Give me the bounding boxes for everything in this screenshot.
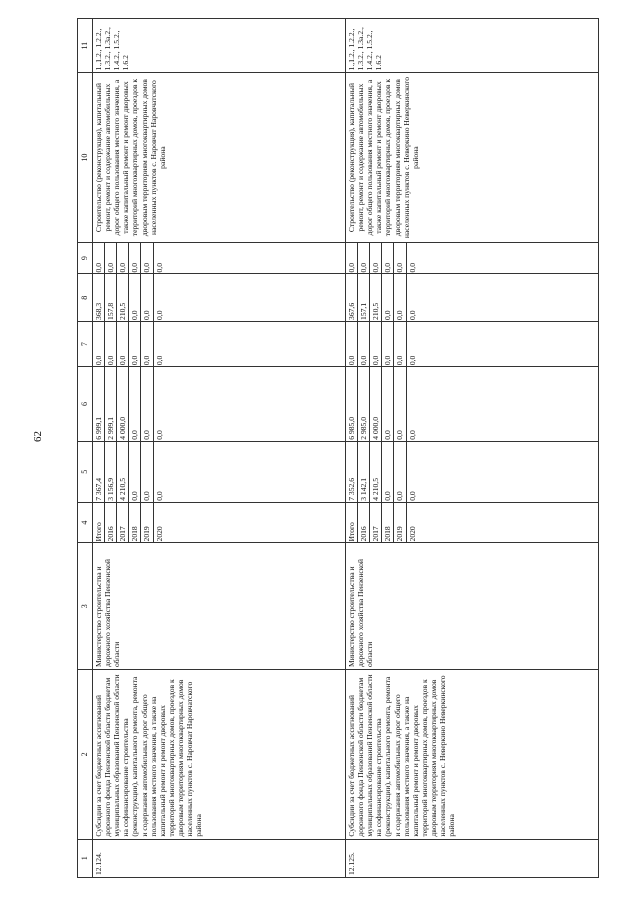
- value-local: 0,0: [154, 310, 164, 320]
- year-label: 2017: [370, 503, 382, 543]
- year-label: 2016: [358, 503, 370, 543]
- col7-cell: [93, 321, 346, 366]
- value-total: 4 210,5: [370, 442, 382, 502]
- value-col9: 0,0: [141, 243, 153, 274]
- year-label: 2020: [407, 526, 417, 542]
- header-col-11: 11: [78, 19, 93, 73]
- value-regional: 2 985,0: [358, 367, 370, 441]
- total-cell: [346, 441, 599, 502]
- value-local: 0,0: [382, 274, 394, 320]
- event-description: Субсидии за счет бюджетных ассигнований дорожного фонда Пензенской области бюджетам муниципальных образований Пензенской области на софинансирование строительства (реконструкции), капитального ремонта, ремонта и содержания автомобильных дорог общего пользования местного значения, а также на капитальный ремонт и ремонт дворовых территорий многоквартирных домов, проездов к дворовым территориям многоквартирных домов населенных пунктов с. Неверкино Неверкинского района: [346, 670, 599, 840]
- program-table: [77, 18, 599, 878]
- value-total: 0,0: [382, 442, 394, 502]
- col9-cell: [93, 242, 346, 274]
- value-total: 3 142,1: [358, 442, 370, 502]
- value-total: 0,0: [394, 442, 406, 502]
- value-col9: 0,0: [358, 243, 370, 274]
- total-cell: [93, 441, 346, 502]
- executor: Министерство строительства и дорожного хозяйства Пензенской области: [93, 543, 346, 670]
- year-label: 2017: [117, 503, 129, 543]
- header-col-6: 6: [78, 367, 93, 442]
- value-col9: 0,0: [407, 262, 417, 273]
- value-local: 210,5: [370, 274, 382, 320]
- value-total: 7 352,6: [346, 442, 358, 502]
- row-number: 12.124.: [93, 839, 346, 877]
- year-label: 2019: [141, 503, 153, 543]
- value-col9: 0,0: [117, 243, 129, 274]
- value-total: 4 210,5: [117, 442, 129, 502]
- value-regional: 6 985,0: [346, 367, 358, 441]
- table-row: [93, 19, 346, 878]
- value-col9: 0,0: [129, 243, 141, 274]
- value-local: 210,5: [117, 274, 129, 320]
- value-total: 3 156,9: [105, 442, 117, 502]
- value-col7: 0,0: [141, 322, 153, 366]
- value-col7: 0,0: [370, 322, 382, 366]
- value-regional: 4 000,0: [370, 367, 382, 441]
- header-col-4: 4: [78, 502, 93, 543]
- regional-budget-cell: [346, 367, 599, 442]
- local-budget-cell: [93, 274, 346, 321]
- value-col7: 0,0: [105, 322, 117, 366]
- value-col7: 0,0: [382, 322, 394, 366]
- value-regional: 6 999,1: [93, 367, 105, 441]
- expected-result: Строительство (реконструкция), капитальный ремонт, ремонт и содержание автомобильных дорог общего пользования местного значения, а также капитальный ремонт и ремонт дворовых территорий многоквартирных домов, проездов к дворовым территориям многоквартирных домов населенных пунктов с. Неверкино Неверкинского района: [346, 73, 599, 243]
- header-col-10: 10: [78, 73, 93, 243]
- event-description: Субсидии за счет бюджетных ассигнований дорожного фонда Пензенской области бюджетам муниципальных образований Пензенской области на софинансирование строительства (реконструкции), капитального ремонта, ремонта и содержания автомобильных дорог общего пользования местного значения, а также на капитальный ремонт и ремонт дворовых территорий многоквартирных домов, проездов к дворовым территориям многоквартирных домов населенных пунктов с. Наровчат Наровчатского района: [93, 670, 346, 840]
- value-col7: 0,0: [93, 322, 105, 366]
- value-col7: 0,0: [129, 322, 141, 366]
- year-label: Итого: [93, 503, 105, 543]
- executor: Министерство строительства и дорожного хозяйства Пензенской области: [346, 543, 599, 670]
- value-col7: 0,0: [154, 355, 164, 366]
- col7-cell: [346, 321, 599, 366]
- value-total: 0,0: [129, 442, 141, 502]
- indicator-links: 1.,1.2., 1.2.2., 1.3.2., 1.3а.2., 1.4.2., 1.5.2., 1.6.2: [93, 19, 346, 73]
- rotated-table-container: [77, 18, 599, 878]
- header-col-7: 7: [78, 321, 93, 366]
- value-col9: 0,0: [154, 262, 164, 273]
- value-local: 157,8: [105, 274, 117, 320]
- indicator-links: 1.,1.2., 1.2.2., 1.3.2., 1.3а.2., 1.4.2., 1.5.2., 1.6.2: [346, 19, 599, 73]
- value-local: 368,3: [93, 274, 105, 320]
- header-row: [78, 19, 93, 878]
- value-col9: 0,0: [93, 243, 105, 274]
- value-local: 0,0: [407, 310, 417, 320]
- value-col9: 0,0: [394, 243, 406, 274]
- col9-cell: [346, 242, 599, 274]
- expected-result: Строительство (реконструкция), капитальный ремонт, ремонт и содержание автомобильных дорог общего пользования местного значения, а также капитальный ремонт и ремонт дворовых территорий многоквартирных домов, проездов к дворовым территориям многоквартирных домов населенных пунктов с. Наровчат Наровчатского района: [93, 73, 346, 243]
- value-col9: 0,0: [382, 243, 394, 274]
- value-regional: 2 999,1: [105, 367, 117, 441]
- value-regional: 0,0: [407, 430, 417, 440]
- value-regional: 0,0: [129, 367, 141, 441]
- year-label: 2020: [154, 526, 164, 542]
- header-col-8: 8: [78, 274, 93, 321]
- value-col7: 0,0: [358, 322, 370, 366]
- value-local: 0,0: [141, 274, 153, 320]
- year-label: Итого: [346, 503, 358, 543]
- years-cell: [346, 502, 599, 543]
- header-col-1: 1: [78, 839, 93, 877]
- value-col9: 0,0: [370, 243, 382, 274]
- value-local: 0,0: [394, 274, 406, 320]
- value-col7: 0,0: [117, 322, 129, 366]
- value-col7: 0,0: [346, 322, 358, 366]
- years-cell: [93, 502, 346, 543]
- page-number: 62: [32, 431, 44, 442]
- value-total: 0,0: [154, 491, 164, 501]
- value-col7: 0,0: [394, 322, 406, 366]
- local-budget-cell: [346, 274, 599, 321]
- value-total: 7 367,4: [93, 442, 105, 502]
- header-col-5: 5: [78, 441, 93, 502]
- value-regional: 0,0: [141, 367, 153, 441]
- regional-budget-cell: [93, 367, 346, 442]
- value-col9: 0,0: [346, 243, 358, 274]
- header-col-9: 9: [78, 242, 93, 274]
- value-total: 0,0: [407, 491, 417, 501]
- header-col-3: 3: [78, 543, 93, 670]
- value-local: 0,0: [129, 274, 141, 320]
- value-col9: 0,0: [105, 243, 117, 274]
- value-col7: 0,0: [407, 355, 417, 366]
- value-regional: 0,0: [394, 367, 406, 441]
- value-local: 367,6: [346, 274, 358, 320]
- value-local: 157,1: [358, 274, 370, 320]
- row-number: 12.125.: [346, 839, 599, 877]
- value-regional: 0,0: [382, 367, 394, 441]
- table-row: [346, 19, 599, 878]
- year-label: 2018: [382, 503, 394, 543]
- value-regional: 4 000,0: [117, 367, 129, 441]
- year-label: 2016: [105, 503, 117, 543]
- value-regional: 0,0: [154, 430, 164, 440]
- value-total: 0,0: [141, 442, 153, 502]
- header-col-2: 2: [78, 670, 93, 840]
- year-label: 2019: [394, 503, 406, 543]
- year-label: 2018: [129, 503, 141, 543]
